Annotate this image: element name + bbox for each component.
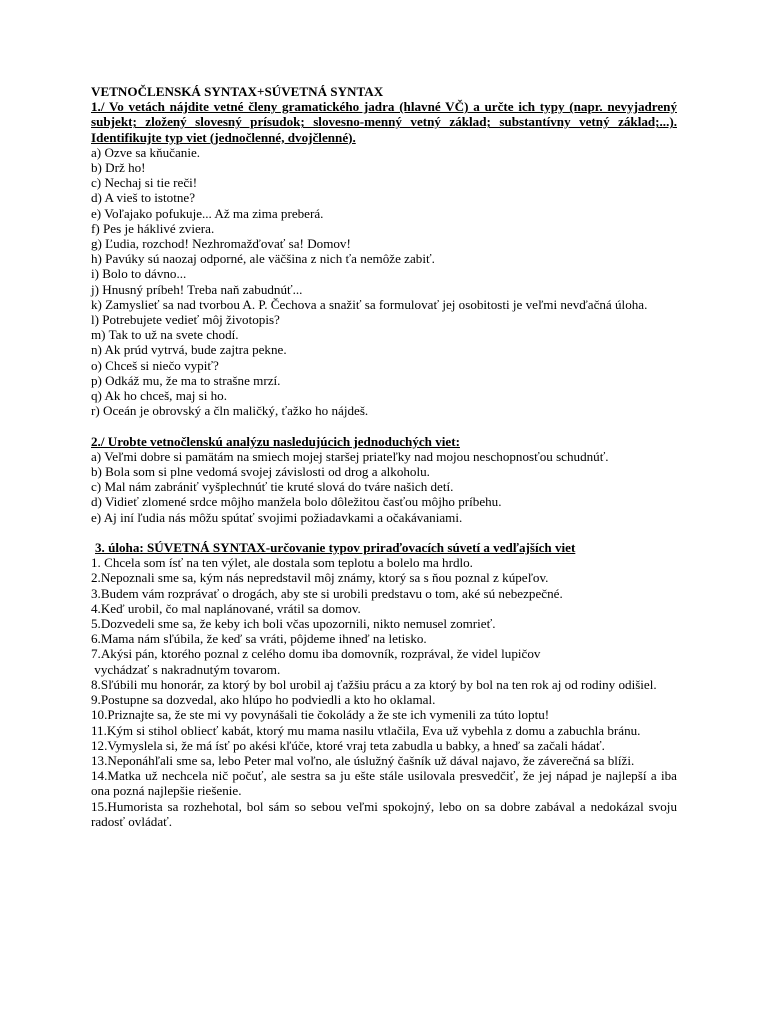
list-item: a) Ozve sa kňučanie. [91, 144, 201, 160]
section-spacer [91, 418, 677, 433]
list-item: 12.Vymyslela si, že má ísť po akési kľúče, ktoré vraj teta zabudla u babky, a hneď sa začali hádať. [91, 737, 605, 753]
task3-heading: 3. úloha: SÚVETNÁ SYNTAX-určovanie typov priraďovacích súvetí a vedľajších viet [95, 540, 576, 556]
list-item: l) Potrebujete vedieť môj životopis? [91, 312, 280, 328]
list-item: 9.Postupne sa dozvedal, ako hlúpo ho podviedli a kto ho oklamal. [91, 692, 436, 708]
list-item: e) Aj iní ľudia nás môžu spútať svojimi požiadavkami a očakávaniami. [91, 509, 463, 525]
list-item: c) Nechaj si tie reči! [91, 175, 198, 191]
list-item: h) Pavúky sú naozaj odporné, ale väčšina z nich ťa nemôže zabiť. [91, 251, 435, 267]
list-item: d) Vidieť zlomené srdce môjho manžela bolo dôležitou časťou môjho príbehu. [91, 494, 502, 510]
list-item: q) Ak ho chceš, maj si ho. [91, 388, 228, 404]
list-item: n) Ak prúd vytrvá, bude zajtra pekne. [91, 342, 287, 358]
list-item: 3.Budem vám rozprávať o drogách, aby ste si urobili predstavu o tom, aké sú nebezpečné. [91, 585, 563, 601]
list-item: 4.Keď urobil, čo mal naplánované, vrátil sa domov. [91, 600, 361, 616]
list-item: j) Hnusný príbeh! Treba naň zabudnúť... [91, 281, 303, 297]
list-item: 1. Chcela som ísť na ten výlet, ale dostala som teplotu a bolelo ma hrdlo. [91, 555, 473, 571]
list-item: b) Drž ho! [91, 160, 146, 176]
task3-list [91, 555, 677, 829]
task1-list [91, 145, 677, 419]
list-item: 8.Sľúbili mu honorár, za ktorý by bol urobil aj ťažšiu prácu a za ktorý by bol na ten rok aj od rodiny odišiel. [91, 676, 657, 692]
list-item: b) Bola som si plne vedomá svojej závislosti od drog a alkoholu. [91, 464, 430, 480]
list-item: 2.Nepoznali sme sa, kým nás nepredstavil môj známy, ktorý sa s ňou poznal z kúpeľov. [91, 570, 549, 586]
list-item: p) Odkáž mu, že ma to strašne mrzí. [91, 372, 281, 388]
list-item: 10.Priznajte sa, že ste mi vy povynášali tie čokolády a že ste ich vymenili za túto loptu! [91, 707, 550, 723]
list-item: d) A vieš to istotne? [91, 190, 196, 206]
task2-heading: 2./ Urobte vetnočlenskú analýzu nasledujúcich jednoduchých viet: [91, 433, 460, 449]
list-item: c) Mal nám zabrániť vyšplechnúť tie kruté slová do tváre našich detí. [91, 479, 454, 495]
list-item: 7.Akýsi pán, ktorého poznal z celého domu iba domovník, rozprával, že videl lupičov [91, 646, 541, 662]
list-item: a) Veľmi dobre si pamätám na smiech mojej staršej priateľky nad mojou neschopnosťou schudnúť. [91, 448, 609, 464]
list-item: f) Pes je háklivé zviera. [91, 220, 215, 236]
list-item: 14.Matka už nechcela nič počuť, ale sestra sa ju ešte stále usilovala presvedčiť, že jej nápad je najlepší a iba ona pozná najlepšie riešenie. [91, 768, 677, 799]
list-item: r) Oceán je obrovský a čln maličký, ťažko ho nájdeš. [91, 403, 369, 419]
section-spacer [91, 525, 677, 540]
list-item: vychádzať s nakradnutým tovarom. [91, 661, 281, 677]
list-item: 13.Neponáhľali sme sa, lebo Peter mal voľno, ale úslužný čašník už dával najavo, že záverečná sa blíži. [91, 752, 635, 768]
document-title: VETNOČLENSKÁ SYNTAX+SÚVETNÁ SYNTAX [91, 84, 384, 99]
task1-heading: 1./ Vo vetách nájdite vetné členy gramatického jadra (hlavné VČ) a určte ich typy (napr. nevyjadrený subjekt; zložený slovesný prísudok; slovesno-menný vetný základ; substantívny vetný základ;...). Identifikujte typ viet (jednočlenné, dvojčlenné). [91, 99, 677, 145]
list-item: 6.Mama nám sľúbila, že keď sa vráti, pôjdeme ihneď na letisko. [91, 631, 427, 647]
list-item: g) Ľudia, rozchod! Nezhromažďovať sa! Domov! [91, 236, 351, 252]
list-item: k) Zamyslieť sa nad tvorbou A. P. Čechova a snažiť sa formulovať jej osobitosti je veľmi nevďačná úloha. [91, 296, 648, 312]
list-item: i) Bolo to dávno... [91, 266, 187, 282]
list-item: m) Tak to už na svete chodí. [91, 327, 239, 343]
task2-list [91, 449, 677, 525]
list-item: 15.Humorista sa rozhehotal, bol sám so sebou veľmi spokojný, lebo on sa dobre zabával a nedokázal svoju radosť ovládať. [91, 798, 677, 829]
list-item: 5.Dozvedeli sme sa, že keby ich boli včas upozornili, nikto nemusel zomrieť. [91, 616, 496, 632]
list-item: o) Chceš si niečo vypiť? [91, 357, 219, 373]
list-item: 11.Kým si stihol obliecť kabát, ktorý mu mama nasilu vtlačila, Eva už vybehla z domu a zabuchla bránu. [91, 722, 641, 738]
list-item: e) Voľajako pofukuje... Až ma zima preberá. [91, 205, 324, 221]
